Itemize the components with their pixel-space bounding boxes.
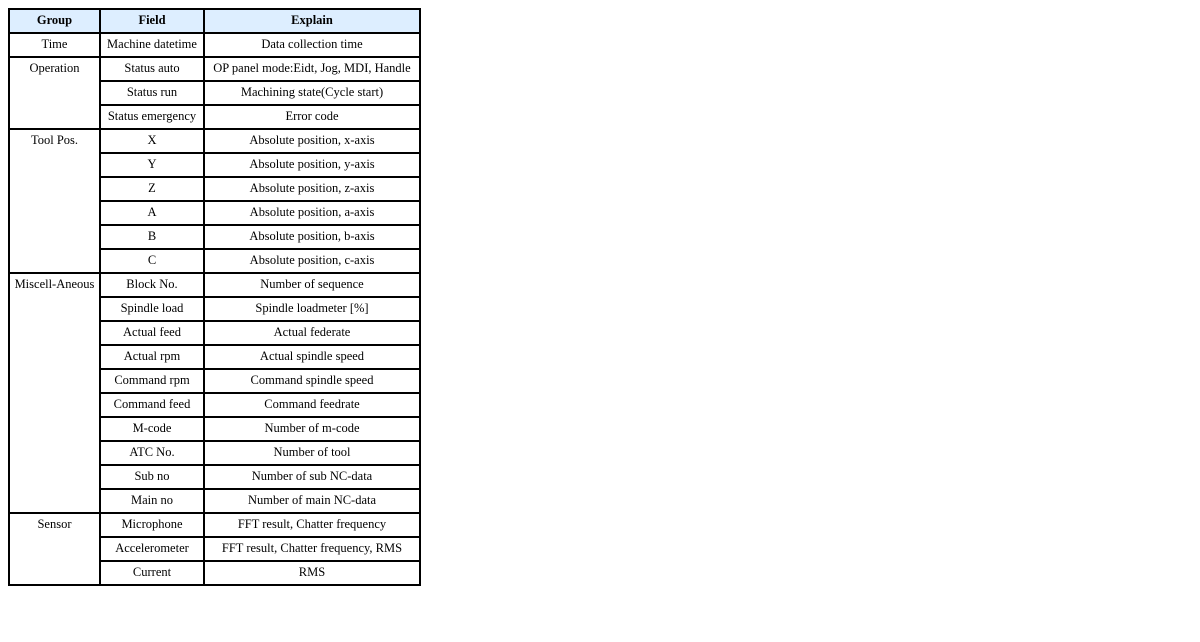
field-cell: Main no [100, 489, 204, 513]
explain-cell: Error code [204, 105, 420, 129]
explain-cell: Absolute position, b-axis [204, 225, 420, 249]
field-cell: B [100, 225, 204, 249]
explain-cell: Actual federate [204, 321, 420, 345]
field-cell: Current [100, 561, 204, 585]
field-cell: Command rpm [100, 369, 204, 393]
field-cell: Status emergency [100, 105, 204, 129]
table-row [9, 273, 420, 297]
explain-cell: Number of main NC-data [204, 489, 420, 513]
explain-cell: Number of m-code [204, 417, 420, 441]
field-cell: Actual feed [100, 321, 204, 345]
group-cell: Sensor [9, 513, 100, 585]
field-cell: Sub no [100, 465, 204, 489]
header-group: Group [9, 9, 100, 33]
table-body [9, 33, 420, 585]
field-cell: Status auto [100, 57, 204, 81]
explain-cell: Number of sequence [204, 273, 420, 297]
group-cell: Time [9, 33, 100, 57]
group-cell: Operation [9, 57, 100, 129]
field-cell: Status run [100, 81, 204, 105]
field-cell: Z [100, 177, 204, 201]
header-explain: Explain [204, 9, 420, 33]
header-row [9, 9, 420, 33]
field-cell: Command feed [100, 393, 204, 417]
explain-cell: OP panel mode:Eidt, Jog, MDI, Handle [204, 57, 420, 81]
field-cell: Actual rpm [100, 345, 204, 369]
field-cell: A [100, 201, 204, 225]
field-cell: Microphone [100, 513, 204, 537]
table-row [9, 57, 420, 81]
explain-cell: Absolute position, c-axis [204, 249, 420, 273]
explain-cell: Actual spindle speed [204, 345, 420, 369]
explain-cell: Absolute position, a-axis [204, 201, 420, 225]
field-cell: Accelerometer [100, 537, 204, 561]
table-row [9, 33, 420, 57]
data-field-table [8, 8, 421, 586]
field-cell: ATC No. [100, 441, 204, 465]
explain-cell: Command spindle speed [204, 369, 420, 393]
header-field: Field [100, 9, 204, 33]
explain-cell: FFT result, Chatter frequency, RMS [204, 537, 420, 561]
table-row [9, 129, 420, 153]
field-cell: Y [100, 153, 204, 177]
field-cell: X [100, 129, 204, 153]
explain-cell: FFT result, Chatter frequency [204, 513, 420, 537]
table-row [9, 513, 420, 537]
explain-cell: Number of sub NC-data [204, 465, 420, 489]
group-cell: Miscell-Aneous [9, 273, 100, 513]
group-cell: Tool Pos. [9, 129, 100, 273]
explain-cell: Spindle loadmeter [%] [204, 297, 420, 321]
explain-cell: Command feedrate [204, 393, 420, 417]
field-cell: C [100, 249, 204, 273]
table-container [8, 8, 421, 586]
field-cell: Block No. [100, 273, 204, 297]
explain-cell: Data collection time [204, 33, 420, 57]
explain-cell: Absolute position, x-axis [204, 129, 420, 153]
explain-cell: Machining state(Cycle start) [204, 81, 420, 105]
field-cell: Spindle load [100, 297, 204, 321]
explain-cell: Number of tool [204, 441, 420, 465]
explain-cell: RMS [204, 561, 420, 585]
explain-cell: Absolute position, z-axis [204, 177, 420, 201]
explain-cell: Absolute position, y-axis [204, 153, 420, 177]
field-cell: Machine datetime [100, 33, 204, 57]
field-cell: M-code [100, 417, 204, 441]
